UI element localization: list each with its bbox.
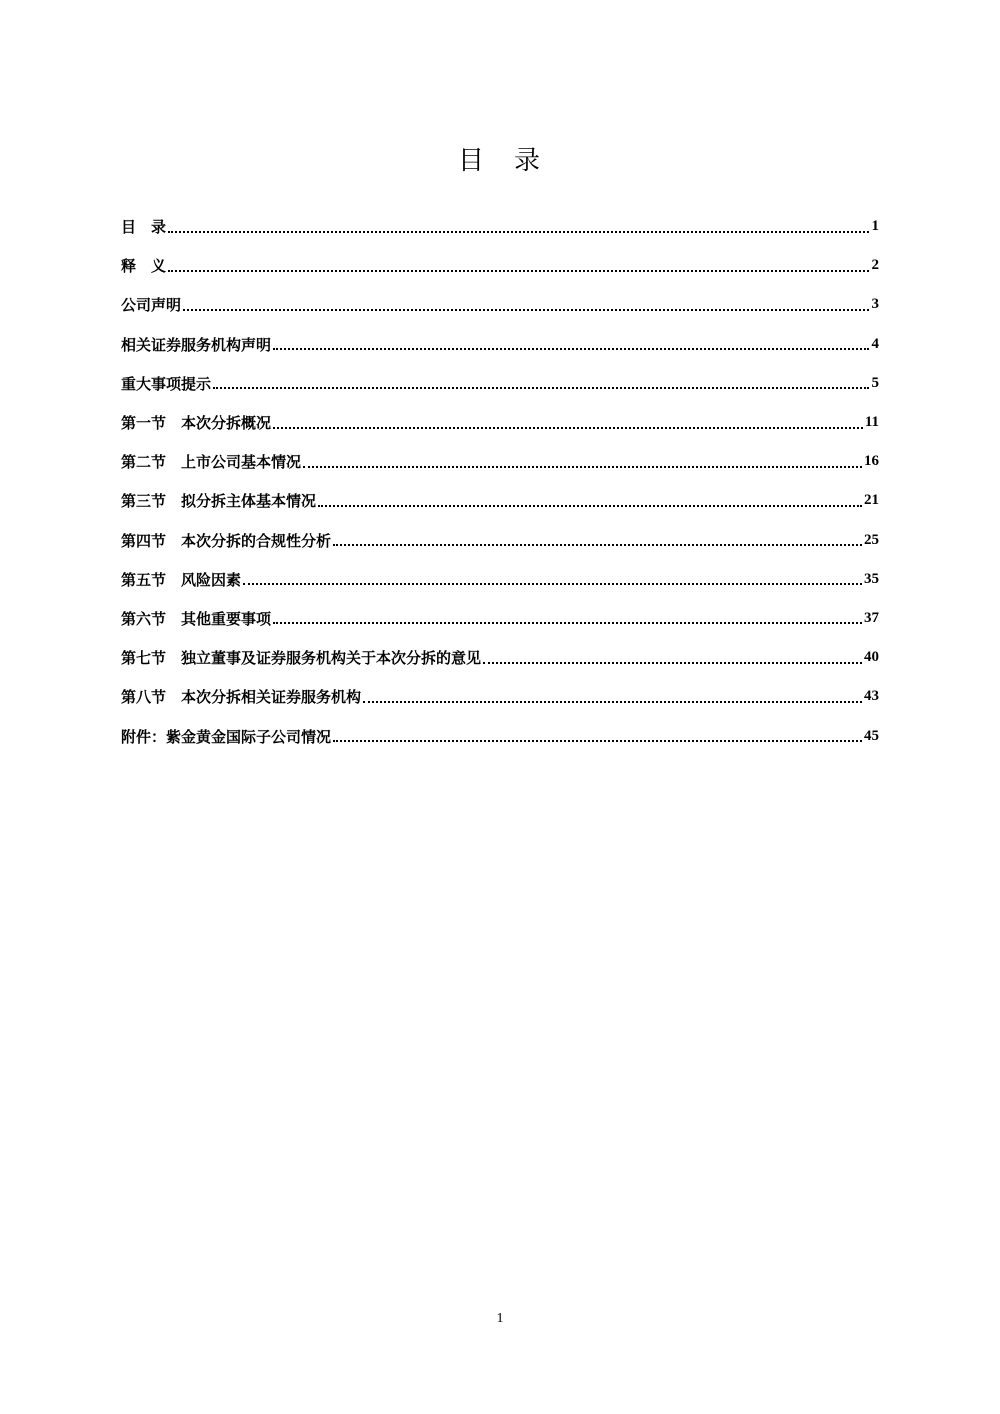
toc-item-label: 第七节 独立董事及证券服务机构关于本次分拆的意见 xyxy=(121,649,482,668)
toc-item-label: 第一节 本次分拆概况 xyxy=(121,414,272,433)
toc-leader-dots xyxy=(333,544,862,546)
toc-item[interactable] xyxy=(121,599,879,638)
toc-item-label: 释 义 xyxy=(121,257,167,276)
page-number: 1 xyxy=(496,1311,504,1326)
toc-item-label: 公司声明 xyxy=(121,296,182,315)
toc-item-label: 重大事项提示 xyxy=(121,374,212,393)
toc-item-page: 21 xyxy=(864,492,879,509)
toc-item[interactable] xyxy=(121,325,879,364)
toc-leader-dots xyxy=(168,270,869,272)
toc-item[interactable] xyxy=(121,207,879,246)
toc-leader-dots xyxy=(213,387,869,389)
toc-item-page: 4 xyxy=(871,335,879,352)
toc-leader-dots xyxy=(333,740,862,742)
toc-item[interactable] xyxy=(121,521,879,560)
toc-item-label: 第八节 本次分拆相关证券服务机构 xyxy=(121,688,362,707)
toc-item-label: 第四节 本次分拆的合规性分析 xyxy=(121,531,332,550)
toc-leader-dots xyxy=(183,309,869,311)
toc-item-label: 附件：紫金黄金国际子公司情况 xyxy=(121,727,332,746)
toc-item-page: 25 xyxy=(864,531,879,548)
toc-item[interactable] xyxy=(121,638,879,677)
toc-item[interactable] xyxy=(121,285,879,324)
toc-item-page: 2 xyxy=(871,257,879,274)
toc-item[interactable] xyxy=(121,442,879,481)
toc-leader-dots xyxy=(168,231,869,233)
toc-item-page: 35 xyxy=(864,570,879,587)
toc-item-page: 45 xyxy=(864,727,879,744)
toc-item[interactable] xyxy=(121,403,879,442)
toc-item[interactable] xyxy=(121,481,879,520)
toc-leader-dots xyxy=(303,466,862,468)
toc-item[interactable] xyxy=(121,246,879,285)
toc-leader-dots xyxy=(273,348,869,350)
toc-item-page: 5 xyxy=(871,374,879,391)
toc-leader-dots xyxy=(273,427,863,429)
toc-item[interactable] xyxy=(121,560,879,599)
toc-leader-dots xyxy=(318,505,862,507)
toc-item[interactable] xyxy=(121,364,879,403)
toc-item-page: 37 xyxy=(864,609,879,626)
page-title: 目 录 xyxy=(457,146,542,176)
toc-item-page: 11 xyxy=(864,414,879,431)
toc-item-label: 目 录 xyxy=(121,218,167,237)
toc-item-page: 40 xyxy=(864,649,879,666)
toc-item-page: 1 xyxy=(871,218,879,235)
toc-item-label: 第二节 上市公司基本情况 xyxy=(121,453,302,472)
toc-item[interactable] xyxy=(121,716,879,755)
toc-item-page: 16 xyxy=(864,453,879,470)
toc-item-label: 第五节 风险因素 xyxy=(121,570,242,589)
toc-leader-dots xyxy=(243,583,862,585)
toc-item-page: 3 xyxy=(871,296,879,313)
toc-item-label: 相关证券服务机构声明 xyxy=(121,335,272,354)
table-of-contents xyxy=(121,207,879,756)
toc-leader-dots xyxy=(363,701,862,703)
toc-item-label: 第三节 拟分拆主体基本情况 xyxy=(121,492,317,511)
toc-leader-dots xyxy=(483,662,862,664)
toc-item-page: 43 xyxy=(864,688,879,705)
toc-item[interactable] xyxy=(121,677,879,716)
toc-item-label: 第六节 其他重要事项 xyxy=(121,609,272,628)
toc-leader-dots xyxy=(273,622,862,624)
